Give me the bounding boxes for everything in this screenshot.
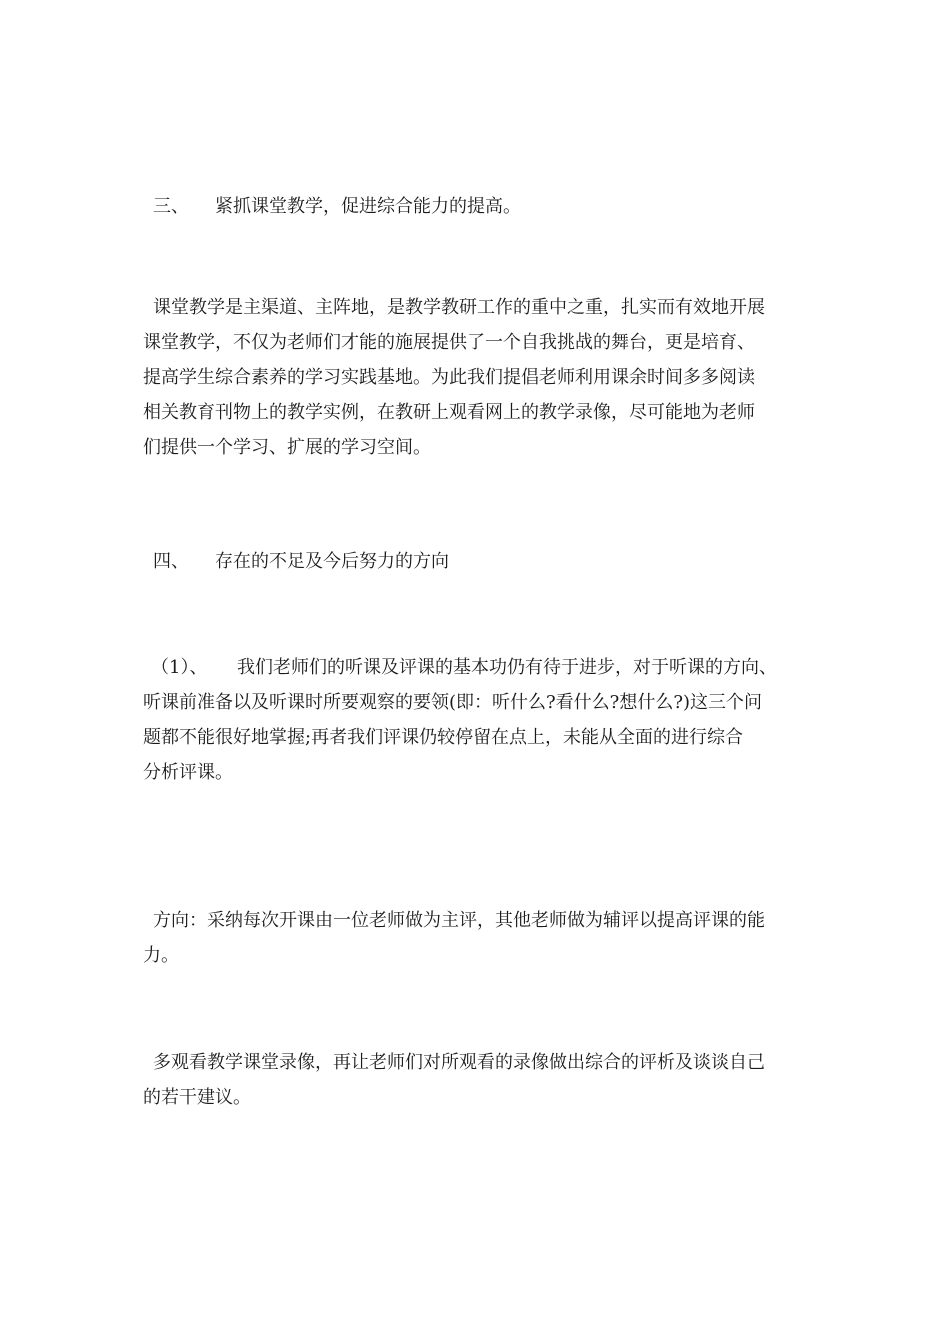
- section-3-title: 紧抓课堂教学，促进综合能力的提高。: [215, 196, 521, 217]
- paragraph-direction: [143, 903, 811, 973]
- paragraph-line: 课堂教学，不仅为老师们才能的施展提供了一个自我挑战的舞台，更是培育、: [143, 332, 755, 353]
- paragraph-line: 们提供一个学习、扩展的学习空间。: [143, 437, 431, 458]
- paragraph-line: 方向：采纳每次开课由一位老师做为主评，其他老师做为辅评以提高评课的能: [153, 910, 765, 931]
- paragraph-line: （1）、 我们老师们的听课及评课的基本功仍有待于进步，对于听课的方向、: [143, 650, 811, 685]
- item-1-paragraph: [143, 650, 811, 790]
- paragraph-line: 相关教育刊物上的教学实例，在教研上观看网上的教学录像，尽可能地为老师: [143, 402, 755, 423]
- paragraph-line: 的若干建议。: [143, 1087, 251, 1108]
- paragraph-line: 听课前准备以及听课时所要观察的要领(即：听什么?看什么?想什么?)这三个问: [143, 692, 762, 713]
- paragraph-video-review: [143, 1045, 811, 1115]
- section-3-heading: [153, 195, 521, 219]
- paragraph-line: 题都不能很好地掌握;再者我们评课仍较停留在点上，未能从全面的进行综合: [143, 727, 744, 748]
- paragraph-line: 力。: [143, 945, 179, 966]
- section-3-number: 三、: [153, 196, 189, 217]
- paragraph-line: 多观看教学课堂录像，再让老师们对所观看的录像做出综合的评析及谈谈自己: [153, 1052, 765, 1073]
- section-4-heading: [153, 550, 449, 574]
- paragraph-line: 提高学生综合素养的学习实践基地。为此我们提倡老师利用课余时间多多阅读: [143, 367, 755, 388]
- item-1-number: （1）、: [151, 657, 208, 678]
- section-4-title: 存在的不足及今后努力的方向: [215, 551, 449, 572]
- section-4-number: 四、: [153, 551, 189, 572]
- paragraph-line: 分析评课。: [143, 762, 233, 783]
- paragraph-line: 课堂教学是主渠道、主阵地，是教学教研工作的重中之重，扎实而有效地开展: [153, 297, 765, 318]
- paragraph-classroom-teaching: [143, 290, 811, 465]
